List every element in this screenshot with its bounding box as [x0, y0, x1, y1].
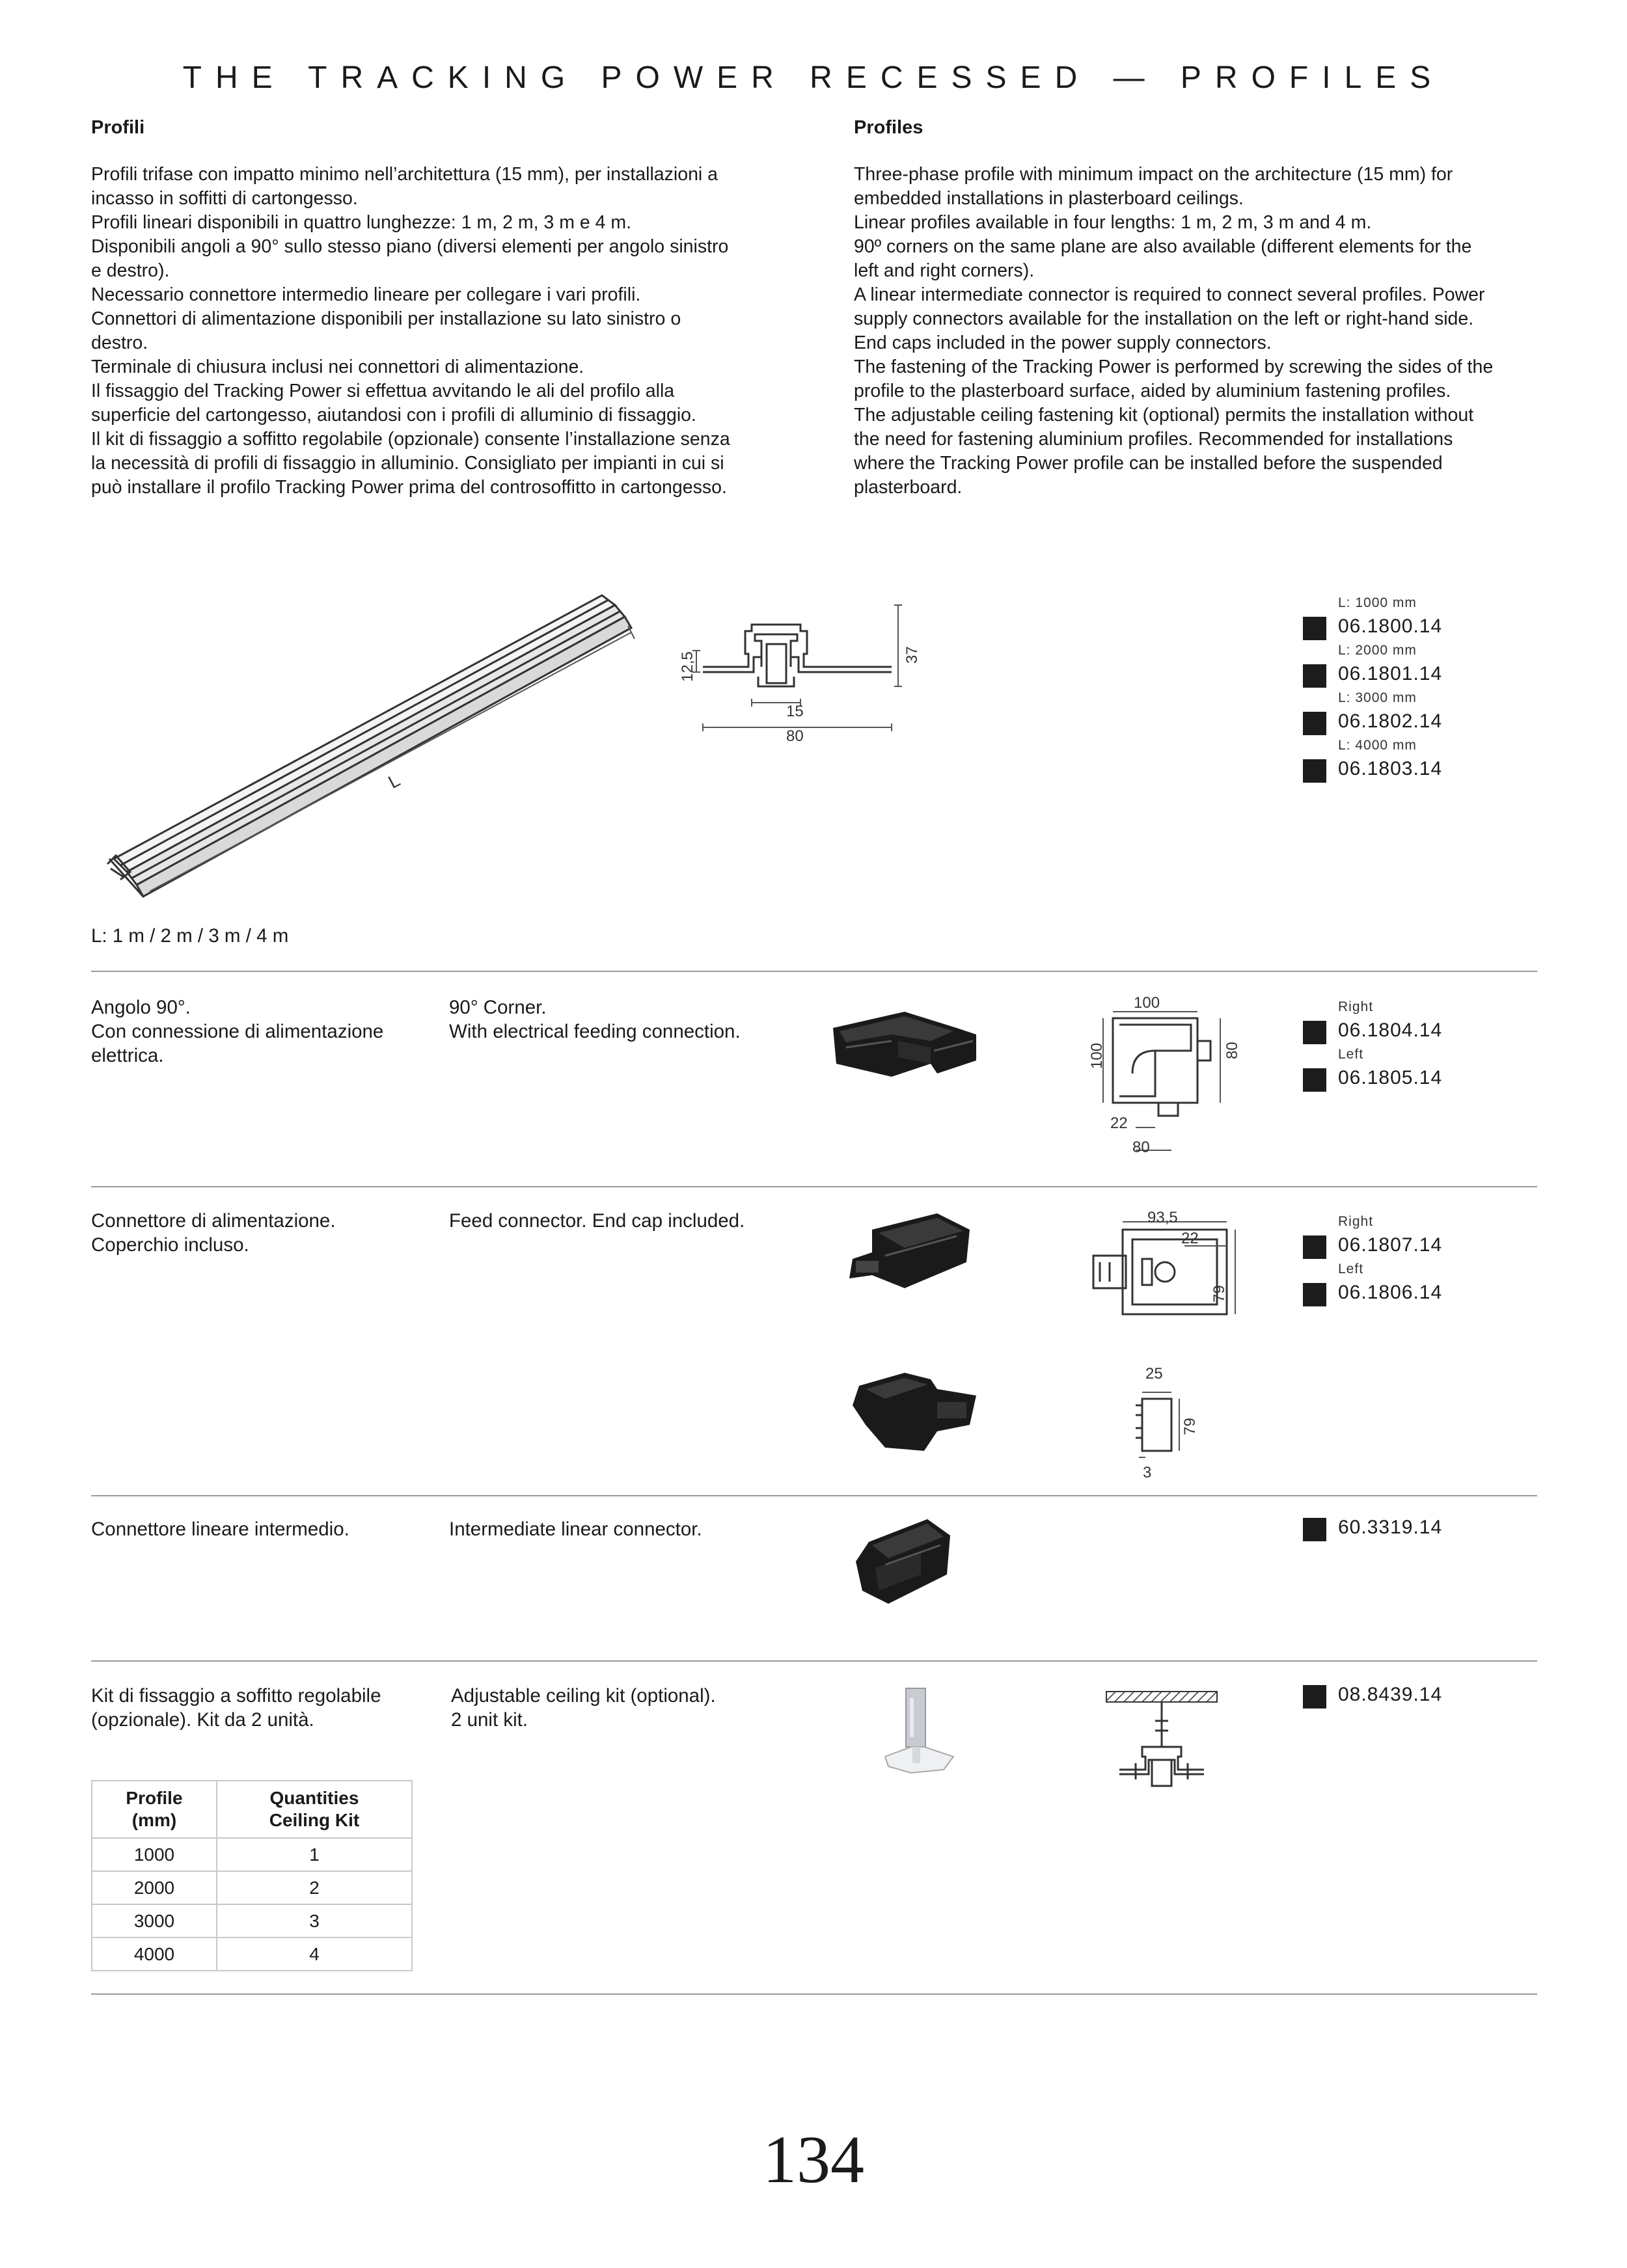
feed-text-it	[91, 1209, 336, 1257]
intro-it-line: la necessità di profili di fissaggio in alluminio. Consigliato per impianti in cui si	[91, 453, 724, 474]
page-title: THE TRACKING POWER RECESSED — PROFILES	[182, 61, 1445, 95]
dim-endcap-height: 79	[1181, 1418, 1199, 1435]
intro-en-line: embedded installations in plasterboard ceilings.	[854, 188, 1244, 209]
end-cap-photo	[846, 1366, 983, 1457]
ceiling-kit-photo	[872, 1685, 963, 1783]
profile-code-label: L: 2000 mm	[1338, 643, 1417, 658]
section-divider	[91, 1495, 1537, 1496]
color-swatch	[1303, 1021, 1326, 1044]
intro-en-line: 90º corners on the same plane are also available (different elements for the	[854, 236, 1472, 257]
table-cell: 4	[217, 1937, 412, 1971]
corner-it-line: Con connessione di alimentazione	[91, 1021, 384, 1042]
feed-it-line: Connettore di alimentazione.	[91, 1210, 336, 1232]
intro-it-line: Il fissaggio del Tracking Power si effettua avvitando le ali del profilo alla	[91, 381, 675, 401]
table-cell: 4000	[92, 1937, 217, 1971]
header-line: Quantities	[269, 1788, 359, 1808]
color-swatch	[1303, 1068, 1326, 1092]
color-swatch	[1303, 1235, 1326, 1259]
product-code: 06.1802.14	[1338, 710, 1443, 732]
header-line: Profile	[126, 1788, 183, 1808]
kit-it-line: Kit di fissaggio a soffitto regolabile	[91, 1685, 381, 1707]
intro-en-line: End caps included in the power supply connectors.	[854, 332, 1272, 353]
intro-it-line: Necessario connettore intermedio lineare per collegare i vari profili.	[91, 284, 641, 305]
corner-technical-drawing	[1093, 1012, 1230, 1155]
intro-it-line: Connettori di alimentazione disponibili per installazione su lato sinistro o	[91, 308, 681, 329]
profile-bar-illustration	[104, 586, 638, 898]
profile-length-label: L	[385, 770, 403, 792]
intro-it-line: destro.	[91, 332, 148, 353]
header-line: (mm)	[131, 1810, 177, 1830]
table-cell: 2	[217, 1871, 412, 1904]
intro-en-line: The adjustable ceiling fastening kit (optional) permits the installation without	[854, 405, 1474, 425]
table-cell: 3000	[92, 1904, 217, 1937]
intro-it-line: Disponibili angoli a 90° sullo stesso piano (diversi elementi per angolo sinistro	[91, 236, 729, 257]
corner-en-line: 90° Corner.	[449, 997, 547, 1018]
dim-profile-w1: 15	[786, 703, 804, 720]
feed-en-line: Feed connector. End cap included.	[449, 1210, 745, 1232]
intro-it-line: superficie del cartongesso, aiutandosi con i profili di alluminio di fissaggio.	[91, 405, 696, 425]
table-cell: 3	[217, 1904, 412, 1937]
intro-en-line: Three-phase profile with minimum impact on the architecture (15 mm) for	[854, 164, 1453, 185]
linear-text-it: Connettore lineare intermedio.	[91, 1519, 349, 1540]
intro-it-line: Terminale di chiusura inclusi nei connettori di alimentazione.	[91, 357, 584, 377]
intro-it-line: e destro).	[91, 260, 170, 281]
product-code: 06.1807.14	[1338, 1234, 1443, 1256]
feed-code-label: Left	[1338, 1262, 1364, 1276]
dim-corner-right: 80	[1224, 1042, 1241, 1059]
table-header-profile	[92, 1781, 217, 1838]
intro-en-line: plasterboard.	[854, 477, 963, 498]
color-swatch	[1303, 1685, 1326, 1708]
dim-feed-top2: 22	[1181, 1230, 1199, 1247]
product-code: 06.1806.14	[1338, 1282, 1443, 1303]
color-swatch	[1303, 617, 1326, 640]
dim-corner-bottom-b: 80	[1132, 1139, 1150, 1156]
dim-feed-side: 79	[1210, 1285, 1228, 1303]
corner-it-line: Angolo 90°.	[91, 997, 191, 1018]
dim-profile-h2: 37	[903, 646, 921, 664]
kit-it-line: (opzionale). Kit da 2 unità.	[91, 1709, 314, 1731]
corner-code-label: Left	[1338, 1047, 1364, 1062]
intro-it-line: Profili trifase con impatto minimo nell’architettura (15 mm), per installazioni a	[91, 164, 718, 185]
product-code: 06.1803.14	[1338, 758, 1443, 779]
kit-text-en	[451, 1684, 716, 1732]
profile-cross-section	[683, 605, 931, 735]
color-swatch	[1303, 664, 1326, 688]
intro-en-line: left and right corners).	[854, 260, 1035, 281]
product-code: 06.1804.14	[1338, 1019, 1443, 1041]
profile-code-label: L: 3000 mm	[1338, 690, 1417, 705]
feed-code-label: Right	[1338, 1214, 1374, 1229]
section-divider	[91, 971, 1537, 972]
color-swatch	[1303, 1518, 1326, 1541]
product-code: 60.3319.14	[1338, 1517, 1443, 1538]
section-divider	[91, 1993, 1537, 1995]
linear-connector-photo	[849, 1516, 953, 1613]
table-row	[92, 1937, 412, 1971]
linear-text-en: Intermediate linear connector.	[449, 1519, 702, 1540]
intro-text-it	[91, 163, 730, 500]
intro-it-line: può installare il profilo Tracking Power prima del controsoffitto in cartongesso.	[91, 477, 727, 498]
table-row	[92, 1838, 412, 1871]
feed-connector-photo	[846, 1210, 983, 1301]
intro-en-line: supply connectors available for the installation on the left or right-hand side.	[854, 308, 1474, 329]
end-cap-drawing	[1119, 1392, 1191, 1464]
profile-length-caption: L: 1 m / 2 m / 3 m / 4 m	[91, 925, 289, 947]
kit-text-it	[91, 1684, 381, 1732]
intro-it-line: Il kit di fissaggio a soffitto regolabile (opzionale) consente l’installazione senza	[91, 429, 730, 450]
table-header-row	[92, 1781, 412, 1838]
intro-en-line: Linear profiles available in four lengths: 1 m, 2 m, 3 m and 4 m.	[854, 212, 1372, 233]
intro-text-en	[854, 163, 1493, 500]
dim-feed-top: 93,5	[1147, 1209, 1178, 1226]
dim-profile-h1: 12,5	[679, 651, 696, 682]
color-swatch	[1303, 1283, 1326, 1306]
feed-text-en	[449, 1209, 745, 1233]
corner-text-en	[449, 995, 741, 1044]
feed-connector-drawing	[1087, 1217, 1243, 1327]
ceiling-kit-drawing	[1100, 1688, 1224, 1799]
product-code: 06.1800.14	[1338, 615, 1443, 637]
intro-en-line: A linear intermediate connector is required to connect several profiles. Power	[854, 284, 1485, 305]
corner-product-photo	[827, 1002, 983, 1093]
intro-en-line: where the Tracking Power profile can be installed before the suspended	[854, 453, 1443, 474]
intro-en-line: The fastening of the Tracking Power is performed by screwing the sides of the	[854, 357, 1494, 377]
dim-corner-left: 100	[1088, 1042, 1106, 1069]
dim-endcap-thickness: 3	[1143, 1464, 1152, 1481]
table-row	[92, 1871, 412, 1904]
profile-code-label: L: 1000 mm	[1338, 595, 1417, 610]
header-line: Ceiling Kit	[269, 1810, 360, 1830]
corner-text-it	[91, 995, 383, 1068]
corner-en-line: With electrical feeding connection.	[449, 1021, 741, 1042]
intro-it-line: Profili lineari disponibili in quattro lunghezze: 1 m, 2 m, 3 m e 4 m.	[91, 212, 632, 233]
kit-en-line: 2 unit kit.	[451, 1709, 528, 1731]
profile-code-label: L: 4000 mm	[1338, 738, 1417, 753]
dim-profile-w2: 80	[786, 727, 804, 745]
intro-en-line: profile to the plasterboard surface, aided by aluminium fastening profiles.	[854, 381, 1451, 401]
product-code: 06.1801.14	[1338, 663, 1443, 684]
dim-corner-top: 100	[1134, 994, 1160, 1012]
color-swatch	[1303, 712, 1326, 735]
feed-it-line: Coperchio incluso.	[91, 1234, 249, 1256]
section-divider	[91, 1660, 1537, 1662]
table-header-quantities	[217, 1781, 412, 1838]
product-code: 06.1805.14	[1338, 1067, 1443, 1088]
ceiling-kit-quantity-table	[91, 1780, 413, 1971]
color-swatch	[1303, 759, 1326, 783]
table-cell: 2000	[92, 1871, 217, 1904]
page-number: 134	[763, 2122, 864, 2197]
table-row	[92, 1904, 412, 1937]
intro-heading-it: Profili	[91, 117, 145, 138]
section-divider	[91, 1186, 1537, 1187]
table-cell: 1000	[92, 1838, 217, 1871]
intro-heading-en: Profiles	[854, 117, 923, 138]
kit-en-line: Adjustable ceiling kit (optional).	[451, 1685, 716, 1707]
product-code: 08.8439.14	[1338, 1684, 1443, 1705]
dim-corner-bottom-a: 22	[1110, 1114, 1128, 1132]
table-cell: 1	[217, 1838, 412, 1871]
corner-code-label: Right	[1338, 999, 1374, 1014]
corner-it-line: elettrica.	[91, 1045, 164, 1066]
intro-it-line: incasso in soffitti di cartongesso.	[91, 188, 358, 209]
dim-endcap-width: 25	[1145, 1365, 1163, 1383]
intro-en-line: the need for fastening aluminium profiles. Recommended for installations	[854, 429, 1453, 450]
